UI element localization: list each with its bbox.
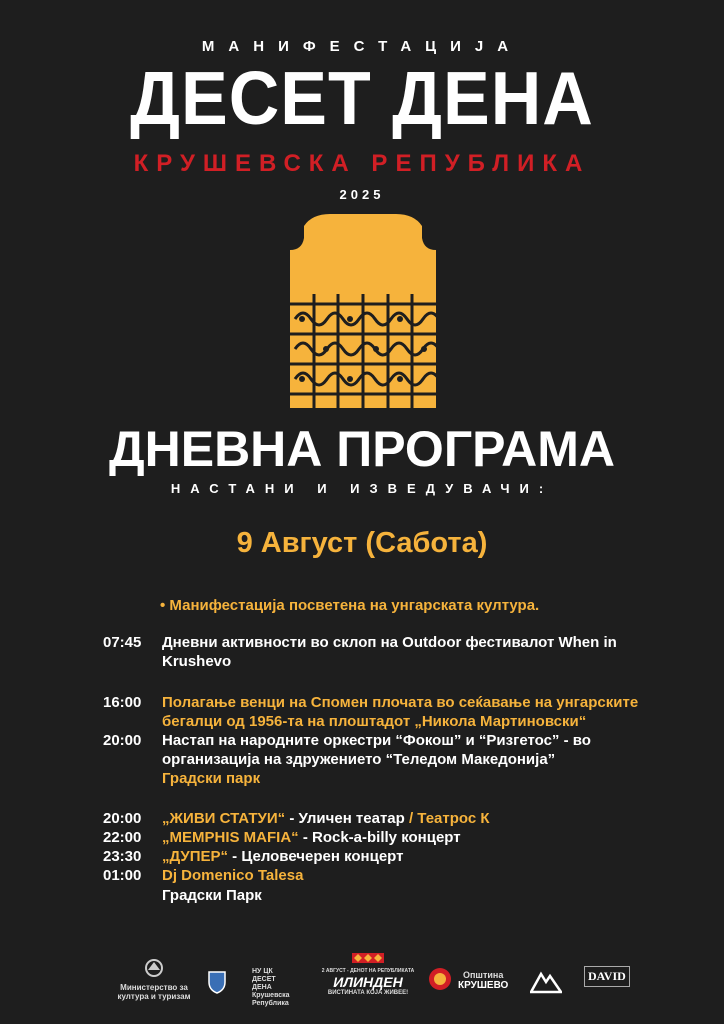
program-subtitle: НАСТАНИ И ИЗВЕДУВАЧИ: [170,481,554,496]
event-description: „ДУПЕР“ - Целовечерен концерт [162,848,404,865]
event-time: 22:00 [103,829,142,846]
event-time: 20:00 [103,732,142,749]
pattern-icon [352,953,384,963]
ilinden-logo: 2 АВГУСТ - ДЕНОТ НА РЕПУБЛИКАТА ИЛИНДЕН ВИСТИНАТА КОЈА ЖИВЕЕ! [313,950,423,996]
mountain-logo [530,968,562,999]
event-time: 23:30 [103,848,142,865]
municipality-logo: Општина КРУШЕВО [458,970,509,991]
coat-of-arms-icon [144,958,164,978]
ten-days-logo: НУ ЦК ДЕСЕТ ДЕНА Крушевска Република [252,968,290,1007]
event-description: Дневни активности во склоп на Outdoor фестивалот When in Krushevo [162,634,617,670]
event-time: 16:00 [103,694,142,711]
event-description: „MEMPHIS MAFIA“ - Rock-a-billy концерт [162,829,461,846]
program-date: 9 Август (Сабота) [236,527,488,559]
program-note: • Манифестација посветена на унгарската култура. [160,597,540,614]
event-description: Полагање венци на Спомен плочата во сеќавање на унгарските бегалци од 1956-та на плоштадот „Никола Мартиновски“ [162,694,639,730]
event-title: ДЕСЕТ ДЕНА [130,55,594,141]
crest-icon [428,967,452,991]
window-ornament-emblem [290,214,436,408]
shield-icon [207,970,227,994]
shield-logo [207,970,227,999]
evening-location: Градски Парк [162,887,262,904]
event-time: 07:45 [103,634,142,651]
event-description: „ЖИВИ СТАТУИ“ - Уличен театар / Театрос К [162,810,490,827]
event-year: 2025 [339,187,385,202]
event-time: 01:00 [103,867,142,884]
program-title: ДНЕВНА ПРОГРАМА [109,421,615,477]
event-description: Dj Domenico Talesa [162,867,304,884]
event-kicker: МАНИФЕСТАЦИЈА [201,38,523,55]
mountain-icon [530,968,562,994]
event-time: 20:00 [103,810,142,827]
event-subtitle: КРУШЕВСКА РЕПУБЛИКА [133,150,591,177]
event-description: Настап на народните оркестри “Фокош” и “Ризгетос” - во организација на здружението “Теледом Македонија” Градски парк [162,732,591,787]
ministry-logo: Министерство за култура и туризам [112,958,196,1001]
david-logo: DAVID [584,966,630,987]
municipality-crest [428,967,452,996]
